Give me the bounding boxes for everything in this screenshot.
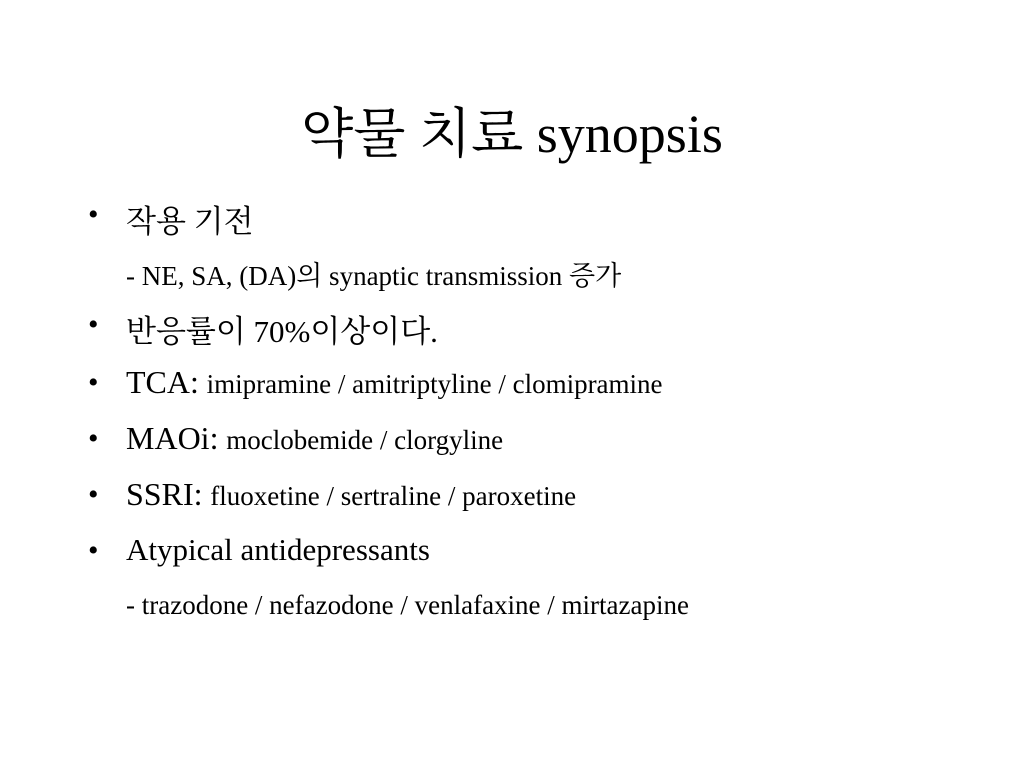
drug-list: fluoxetine / sertraline / paroxetine	[210, 481, 577, 511]
drug-class-label: MAOi:	[126, 420, 219, 456]
sub-item-mechanism-detail: - NE, SA, (DA)의 synaptic transmission 증가	[126, 261, 622, 291]
bullet-text: Atypical antidepressants	[126, 532, 430, 567]
drug-class-label: TCA:	[126, 364, 199, 400]
bullet-marker: •	[88, 422, 99, 455]
bullet-item-atypical	[0, 532, 1024, 576]
sub-item-atypical-drugs: - trazodone / nefazodone / venlafaxine / mirtazapine	[126, 590, 689, 620]
bullet-marker: •	[88, 366, 99, 399]
bullet-text	[126, 364, 663, 401]
bullet-text: 작용 기전	[126, 204, 254, 239]
bullet-item-ssri	[0, 476, 1024, 520]
bullet-text	[126, 420, 503, 457]
bullet-item-maoi	[0, 420, 1024, 464]
drug-list: imipramine / amitriptyline / clomipramine	[206, 369, 663, 399]
drug-list: moclobemide / clorgyline	[226, 425, 504, 455]
bullet-text: 반응률이 70%이상이다.	[126, 314, 438, 349]
bullet-item-tca	[0, 364, 1024, 408]
bullet-marker: •	[88, 534, 99, 567]
slide-title: 약물 치료 synopsis	[301, 104, 723, 164]
drug-class-label: SSRI:	[126, 476, 203, 512]
bullet-item-response-rate	[0, 306, 1024, 350]
bullet-marker: •	[88, 478, 99, 511]
bullet-marker: •	[88, 308, 99, 341]
bullet-marker: •	[88, 198, 99, 231]
bullet-item-mechanism	[0, 196, 1024, 240]
bullet-text	[126, 476, 576, 513]
